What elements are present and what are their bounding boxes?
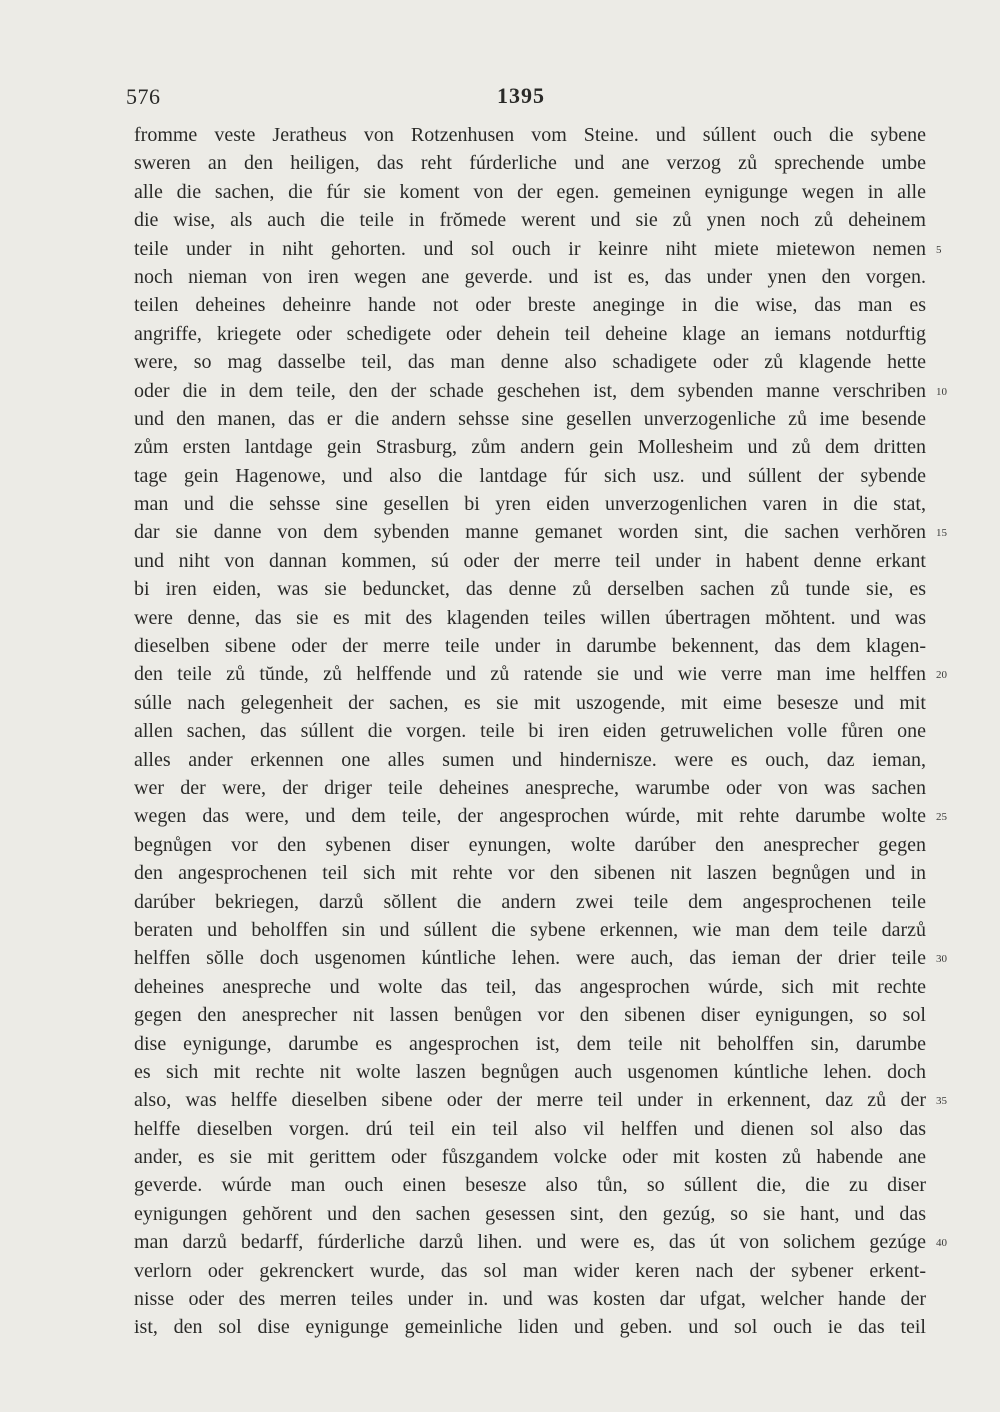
line-text: man und die sehsse sine gesellen bi yren eiden unverzogenlichen varen in die stat, xyxy=(134,493,926,516)
line-text: helffen sŏlle doch usgenomen kúntliche lehen. were auch, das ieman der drier teile xyxy=(134,947,926,970)
margin-line-number: 25 xyxy=(936,811,947,824)
line-text: angriffe, kriegete oder schedigete oder dehein teil deheine klage an iemans notdurftig xyxy=(134,322,926,345)
line-text: were denne, das sie es mit des klagenden teiles willen úbertragen mŏhtent. und was xyxy=(134,606,926,629)
line-text: noch nieman von iren wegen ane geverde. und ist es, das under ynen den vorgen. xyxy=(134,265,926,288)
line-text: dar sie danne von dem sybenden manne gemanet worden sint, die sachen verhŏren xyxy=(134,521,926,544)
line-text: were, so mag dasselbe teil, das man denne also schadigete oder zů klagende hette xyxy=(134,351,926,374)
line-text: wegen das were, und dem teile, der angesprochen wúrde, mit rehte darumbe wolte xyxy=(134,805,926,828)
year-heading: 1395 xyxy=(497,83,545,108)
text-line xyxy=(134,1257,926,1285)
line-text: geverde. wúrde man ouch einen besesze also tůn, so súllent die, die zu diser xyxy=(134,1174,926,1197)
line-text: teile under in niht gehorten. und sol ouch ir keinre niht miete mietewon nemen xyxy=(134,237,926,260)
line-text: darúber bekriegen, darzů sŏllent die andern zwei teile dem angesprochenen teile xyxy=(134,890,926,913)
line-text: man darzů bedarff, fúrderliche darzů lihen. und were es, das út von solichem gezúge xyxy=(134,1231,926,1254)
text-line xyxy=(134,235,942,263)
text-line xyxy=(134,746,926,774)
text-line xyxy=(134,802,947,830)
text-line xyxy=(134,405,926,433)
text-block xyxy=(134,121,947,1342)
line-text: und niht von dannan kommen, sú oder der merre teil under in habent denne erkant xyxy=(134,549,926,572)
line-text: den teile zů tŭnde, zů helffende und zů ratende sie und wie verre man ime helffen xyxy=(134,663,926,686)
text-line xyxy=(134,263,926,291)
line-text: und den manen, das er die andern sehsse sine gesellen unverzogenliche zů ime besende xyxy=(134,407,926,430)
line-text: ist, den sol dise eynigunge gemeinliche liden und geben. und sol ouch ie das teil xyxy=(134,1316,926,1339)
line-text: bi iren eiden, was sie beduncket, das denne zů derselben sachen zů tunde sie, es xyxy=(134,578,926,601)
text-line xyxy=(134,1143,926,1171)
line-text: alles ander erkennen one alles sumen und hindernisze. were es ouch, daz ieman, xyxy=(134,748,926,771)
text-line xyxy=(134,547,926,575)
text-line xyxy=(134,433,926,461)
line-text: deheines anespreche und wolte das teil, das angesprochen wúrde, sich mit rechte xyxy=(134,975,926,998)
margin-line-number: 30 xyxy=(936,953,947,966)
margin-line-number: 20 xyxy=(936,669,947,682)
line-text: sweren an den heiligen, das reht fúrderliche und ane verzog zů sprechende umbe xyxy=(134,152,926,175)
text-line xyxy=(134,660,947,688)
margin-line-number: 5 xyxy=(936,243,942,256)
line-text: helffe dieselben vorgen. drú teil ein teil also vil helffen und dienen sol also das xyxy=(134,1117,926,1140)
line-text: fromme veste Jeratheus von Rotzenhusen vom Steine. und súllent ouch die sybene xyxy=(134,124,926,146)
text-line xyxy=(134,604,926,632)
line-text: zům ersten lantdage gein Strasburg, zům andern gein Mollesheim und zů dem dritten xyxy=(134,436,926,459)
line-text: tage gein Hagenowe, und also die lantdage fúr sich usz. und súllent der sybende xyxy=(134,464,926,487)
text-line xyxy=(134,1115,926,1143)
text-line xyxy=(134,1200,926,1228)
line-text: teilen deheines deheinre hande not oder breste aneginge in die wise, das man es xyxy=(134,294,926,317)
text-line xyxy=(134,717,926,745)
text-line xyxy=(134,1313,926,1341)
margin-line-number: 15 xyxy=(936,527,947,540)
text-line xyxy=(134,575,926,603)
line-text: die wise, als auch die teile in frŏmede werent und sie zů ynen noch zů deheinem xyxy=(134,209,926,232)
text-line xyxy=(134,689,926,717)
line-text: nisse oder des merren teiles under in. und was kosten dar ufgat, welcher hande der xyxy=(134,1288,926,1311)
text-line xyxy=(134,377,947,405)
text-line xyxy=(134,973,926,1001)
text-line xyxy=(134,462,926,490)
line-text: dieselben sibene oder der merre teile under in darumbe bekennent, das dem klagen- xyxy=(134,635,926,658)
text-line xyxy=(134,944,947,972)
text-line xyxy=(134,831,926,859)
line-text: alle die sachen, die fúr sie koment von der egen. gemeinen eynigunge wegen in alle xyxy=(134,180,926,203)
margin-line-number: 10 xyxy=(936,385,947,398)
text-line xyxy=(134,1086,947,1114)
text-line xyxy=(134,1030,926,1058)
line-text: also, was helffe dieselben sibene oder der merre teil under in erkennent, daz zů der xyxy=(134,1089,926,1112)
text-line xyxy=(134,518,947,546)
line-text: gegen den anesprecher nit lassen benůgen vor den sibenen diser eynigungen, so sol xyxy=(134,1004,926,1027)
text-line xyxy=(134,1285,926,1313)
line-text: beraten und beholffen sin und súllent die sybene erkennen, wie man dem teile darzů xyxy=(134,918,926,941)
line-text: es sich mit rechte nit wolte laszen begnůgen auch usgenomen kúntliche lehen. doch xyxy=(134,1060,926,1083)
line-text: verlorn oder gekrenckert wurde, das sol man wider keren nach der sybener erkent- xyxy=(134,1259,926,1282)
text-line xyxy=(134,121,926,149)
line-text: allen sachen, das súllent die vorgen. teile bi iren eiden getruwelichen volle fůren one xyxy=(134,720,926,743)
line-text: den angesprochenen teil sich mit rehte vor den sibenen nit laszen begnůgen und in xyxy=(134,862,926,885)
page-number: 576 xyxy=(126,84,161,109)
text-line xyxy=(134,1228,947,1256)
text-line xyxy=(134,348,926,376)
line-text: ander, es sie mit gerittem oder fůszgandem volcke oder mit kosten zů habende ane xyxy=(134,1146,926,1169)
margin-line-number: 40 xyxy=(936,1237,947,1250)
text-line xyxy=(134,1058,926,1086)
line-text: wer der were, der driger teile deheines anespreche, warumbe oder von was sachen xyxy=(134,776,926,799)
text-line xyxy=(134,206,926,234)
text-line xyxy=(134,916,926,944)
text-line xyxy=(134,291,926,319)
text-line xyxy=(134,178,926,206)
line-text: dise eynigunge, darumbe es angesprochen ist, dem teile nit beholffen sin, darumbe xyxy=(134,1032,926,1055)
text-line xyxy=(134,888,926,916)
text-line xyxy=(134,859,926,887)
margin-line-number: 35 xyxy=(936,1095,947,1108)
line-text: súlle nach gelegenheit der sachen, es sie mit uszogende, mit eime besesze und mit xyxy=(134,691,926,714)
text-line xyxy=(134,149,926,177)
line-text: eynigungen gehŏrent und den sachen gesessen sint, den gezúg, so sie hant, und das xyxy=(134,1202,926,1225)
text-line xyxy=(134,320,926,348)
text-line xyxy=(134,774,926,802)
text-line xyxy=(134,632,926,660)
text-line xyxy=(134,1171,926,1199)
line-text: begnůgen vor den sybenen diser eynungen, wolte darúber den anesprecher gegen xyxy=(134,833,926,856)
text-line xyxy=(134,1001,926,1029)
line-text: oder die in dem teile, den der schade geschehen ist, dem sybenden manne verschriben xyxy=(134,379,926,402)
text-line xyxy=(134,490,926,518)
